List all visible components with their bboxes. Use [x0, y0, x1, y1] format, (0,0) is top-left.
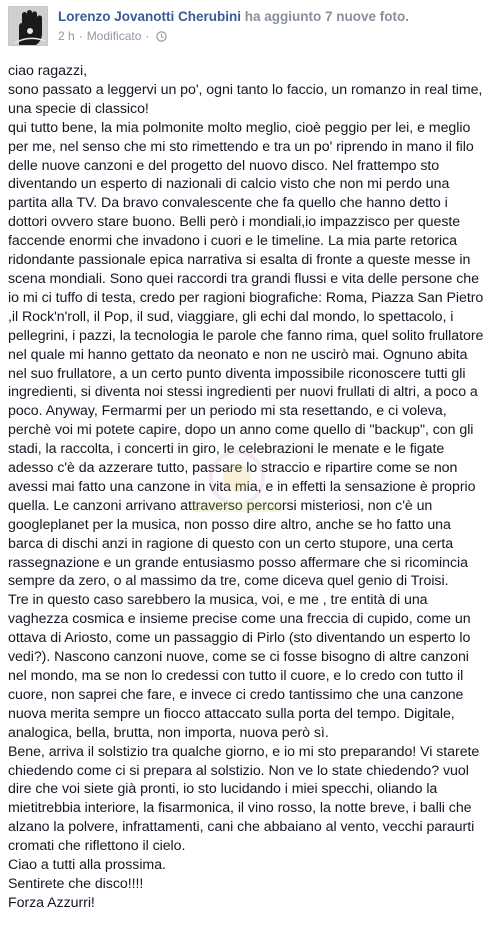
post-paragraph: Sentirete che disco!!!!	[8, 875, 144, 892]
post-body	[8, 62, 484, 913]
meta-separator: ·	[78, 29, 83, 43]
post-paragraph: Bene, arriva il solstizio tra qualche giorno, e io mi sto preparando! Vi starete chiedendo come ci si prepara al solstizio. Non ve lo state chiedendo? vuol dire che voi siete già pronti, io sto lucidando i miei specchi, oliando la mietitrebbia interiore, la fisarmonica, il vino rosso, la notte breve, i balli che alzano la polvere, infrattamenti, cani che abbaiano al vento, vecchi paraurti cromati che riflettono il cielo.	[8, 743, 480, 855]
post-paragraph: Forza Azzurri!	[8, 894, 95, 911]
post-paragraph: Tre in questo caso sarebbero la musica, voi, e me , tre entità di una vaghezza cosmica e insieme precise come una freccia di cupido, come un ottava di Ariosto, come un passaggio di Pirlo (sto diventando un esperto lo vedi?). Nascono canzoni nuove, come se ci fosse bisogno di altre canzoni nel mondo, ma se non lo credessi con tutto il cuore, e lo credo con tutto il cuore, non saprei che fare, e invece ci credo tantissimo che una canzone nuova merita sempre un fiocco attaccato sulla porta del tempo. Digitale, analogica, bella, brutta, non importa, nuova però sì.	[8, 592, 471, 741]
post-paragraph: Ciao a tutti alla prossima.	[8, 857, 166, 874]
post-paragraph: qui tutto bene, la mia polmonite molto meglio, cioè peggio per lei, e meglio per me, nel senso che mi sto rimettendo e tra un po' riprendo in mano il filo delle nuove canzoni e del progetto del nuovo disco. Nel frattempo sto diventando un esperto di nazionali di calcio visto che non mi perdo una partita alla TV. Da bravo convalescente che fa quello che hanno detto i dottori ovvero stare buono. Belli però i mondiali,io impazzisco per queste faccende enormi che invadono i cuori e le timeline. La mia parte retorica ridondante passionale epica narrativa si esalta di fronte a queste messe in scena mondiali. Sono quei raccordi tra grandi flussi e vita delle persone che io mi ci tuffo di testa, credo per ragioni biografiche: Roma, Piazza San Pietro ,il Rock'n'roll, il Pop, il sud, viaggiare, gli echi dal mondo, lo spettacolo, i pellegrini, i pazzi, la tecnologia le parole che fanno rima, quel solito frullatore nel quale mi hanno gettato da neonato e non ne uscirò mai. Ognuno abita nel suo frullatore, a un certo punto diventa impossibile riconoscere tutti gli ingredienti, si diventa noi stessi ingredienti per nuovi frullati di altri, a poco a poco. Anyway, Fermarmi per un periodo mi sta resettando, e ci voleva, perchè voi mi potete capire, dopo un anno come quello di "backup", con gli stadi, la raccolta, i concerti in giro, le celebrazioni le menate e le figate adesso c'è da azzerare tutto, passare lo straccio e ripartire come se non avessi mai fatto una canzone in vita mia, e in effetti la sensazione è proprio quella. Le canzoni arrivano attraverso percorsi misteriosi, non c'è un googleplanet per la musica, non posso dire altro, anche se ho fatto una barca di dischi anzi in ragione di questo con un certo stupore, una certa rassegnazione e un grande entusiasmo posso affermare che si ricomincia sempre da zero, o al massimo da tre, come diceva quel genio di Troisi.	[8, 119, 484, 590]
post-timestamp-link[interactable]: 2 h	[58, 29, 75, 43]
post-header	[8, 6, 483, 50]
author-line	[58, 9, 409, 24]
hand-avatar-icon	[9, 7, 48, 46]
post-action-text: ha aggiunto 7 nuove foto.	[244, 9, 410, 24]
meta-separator: ·	[145, 29, 150, 43]
post-paragraph: sono passato a leggervi un po', ogni tanto lo faccio, un romanzo in real time, una specie di classico!	[8, 81, 483, 117]
post-meta	[58, 29, 167, 43]
edited-link[interactable]: Modificato	[86, 29, 142, 43]
avatar[interactable]	[8, 6, 48, 46]
author-name-link[interactable]: Lorenzo Jovanotti Cherubini	[58, 9, 242, 24]
clock-icon[interactable]	[156, 31, 167, 42]
post-paragraph: ciao ragazzi,	[8, 63, 87, 79]
